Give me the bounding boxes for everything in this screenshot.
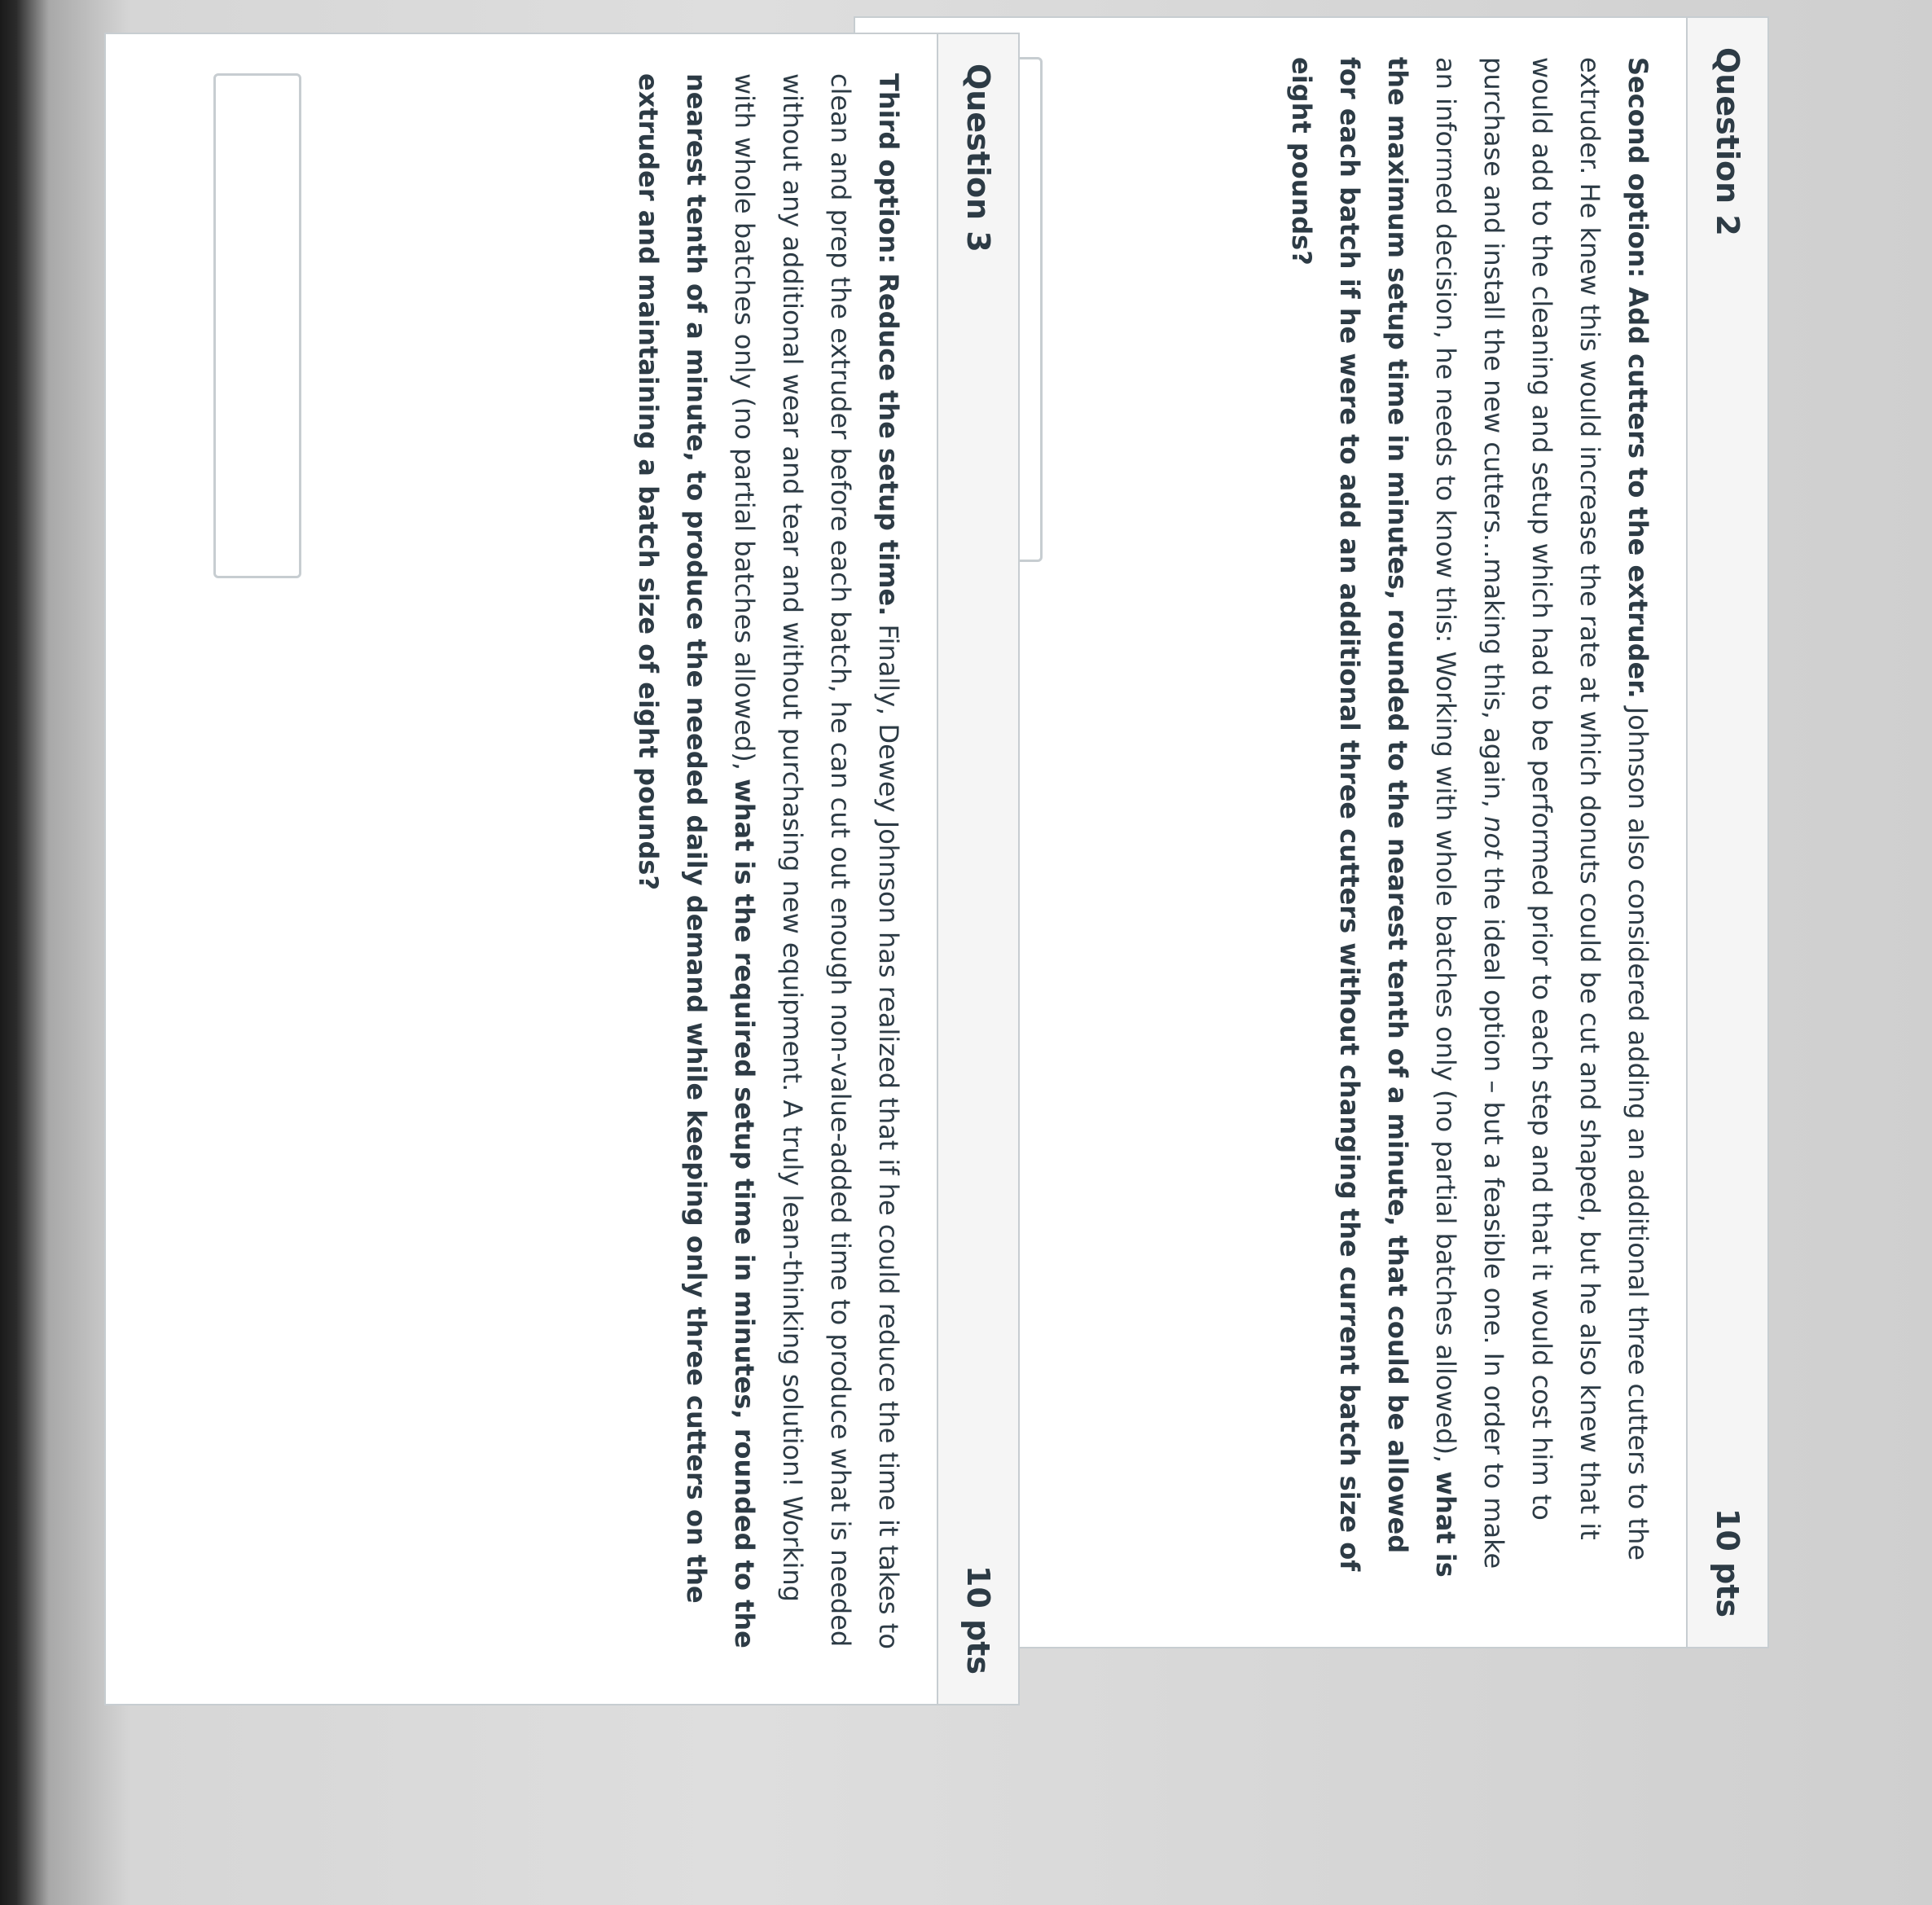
question-3-points: 10 pts [960, 1565, 996, 1675]
question-3-answer-input[interactable] [213, 73, 301, 578]
question-2-option-title: Add cutters to the extruder. [1622, 287, 1653, 699]
question-3-header [937, 34, 1018, 1704]
question-3-card [104, 33, 1020, 1705]
question-3-text [624, 73, 912, 1655]
question-2-lead-label: Second option: [1622, 57, 1653, 288]
question-3-option-title: Third option: Reduce the setup time. [873, 73, 904, 617]
question-2-body-1: Johnson also considered adding an additional three cutters to the extruder. He knew this would increase the rate at which donuts could be cut and shaped, but he also knew that it would add to the cleaning and setup which had to be performed prior to each step and that it would cost him to purchase and install the new cutters...making this, again, [1478, 57, 1653, 1561]
question-2-points: 10 pts [1710, 1508, 1745, 1617]
question-3-title: Question 3 [960, 64, 996, 252]
question-2-header [1686, 18, 1767, 1647]
question-2-text [1277, 57, 1662, 1598]
question-2-emphasis: not [1478, 816, 1509, 859]
question-2-prompt: what is the maximum setup time in minutes, rounded to the nearest tenth of a minute, that could be allowed for each batch if he were to add an additional three cutters without changing the current batch size of eight pounds? [1286, 57, 1461, 1578]
question-2-title: Question 2 [1710, 47, 1745, 236]
question-3-prompt: what is the required setup time in minutes, rounded to the nearest tenth of a minute, to produce the needed daily demand while keeping only three cutters on the extruder and maintaining a batch size of eight pounds? [633, 73, 760, 1648]
question-2-body-2: the ideal option – but a feasible one. In order to make an informed decision, he needs to know this: Working with whole batches only (no partial batches allowed), [1430, 57, 1509, 1569]
question-3-body: Finally, Dewey Johnson has realized that if he could reduce the time it takes to clean and prep the extruder before each batch, he can cut out enough non-value-added time to produce what is needed without any additional wear and tear and without purchasing new equipment. A truly lean-thinking solution! Working with whole batches only (no partial batches allowed), [729, 73, 904, 1649]
